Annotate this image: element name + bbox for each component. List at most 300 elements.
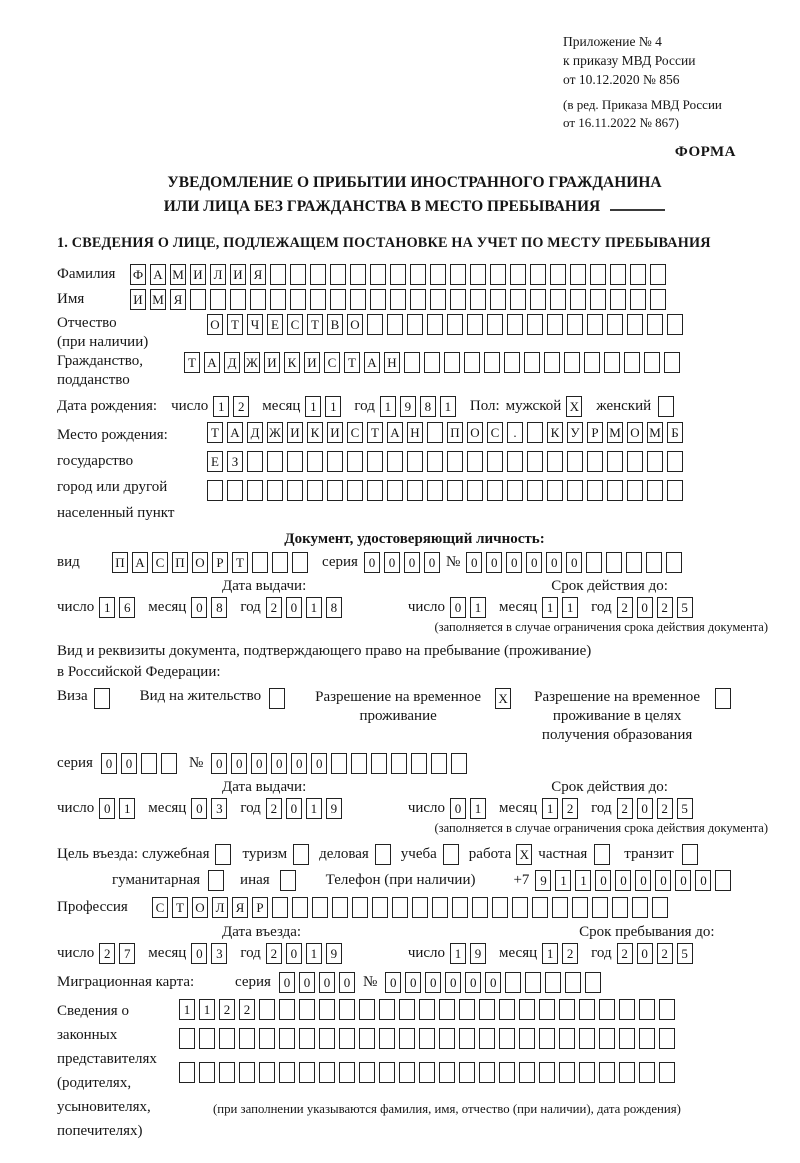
form-cell[interactable]: 1 xyxy=(305,396,321,417)
form-cell[interactable]: И xyxy=(304,352,320,373)
form-cell[interactable] xyxy=(367,480,383,501)
form-cell[interactable] xyxy=(599,999,615,1020)
form-cell[interactable] xyxy=(299,999,315,1020)
form-cell[interactable]: С xyxy=(324,352,340,373)
form-cell[interactable]: 0 xyxy=(566,552,582,573)
form-cell[interactable] xyxy=(399,1028,415,1049)
form-cell[interactable]: Я xyxy=(232,897,248,918)
form-cell[interactable] xyxy=(199,1062,215,1083)
form-cell[interactable]: 0 xyxy=(424,552,440,573)
form-cell[interactable]: 1 xyxy=(306,798,322,819)
form-cell[interactable] xyxy=(387,314,403,335)
form-cell[interactable] xyxy=(452,897,468,918)
form-cell[interactable] xyxy=(319,1062,335,1083)
form-cell[interactable]: 0 xyxy=(311,753,327,774)
form-cell[interactable]: 0 xyxy=(101,753,117,774)
form-cell[interactable] xyxy=(459,1028,475,1049)
form-cell[interactable]: С xyxy=(152,897,168,918)
form-cell[interactable]: 2 xyxy=(617,597,633,618)
form-cell[interactable] xyxy=(499,999,515,1020)
form-cell[interactable] xyxy=(627,451,643,472)
form-cell[interactable] xyxy=(539,999,555,1020)
form-cell[interactable] xyxy=(610,289,626,310)
form-cell[interactable]: 1 xyxy=(99,597,115,618)
form-cell[interactable]: 0 xyxy=(405,972,421,993)
form-cell[interactable] xyxy=(612,897,628,918)
form-cell[interactable] xyxy=(407,314,423,335)
form-cell[interactable]: 8 xyxy=(326,597,342,618)
form-cell[interactable] xyxy=(626,552,642,573)
form-cell[interactable] xyxy=(431,753,447,774)
form-cell[interactable]: 0 xyxy=(526,552,542,573)
form-cell[interactable] xyxy=(359,999,375,1020)
form-cell[interactable] xyxy=(587,480,603,501)
form-cell[interactable] xyxy=(579,999,595,1020)
form-cell[interactable]: О xyxy=(207,314,223,335)
form-cell[interactable]: 0 xyxy=(121,753,137,774)
form-cell[interactable]: X xyxy=(495,688,511,709)
form-cell[interactable]: 5 xyxy=(677,798,693,819)
form-cell[interactable] xyxy=(487,451,503,472)
form-cell[interactable] xyxy=(327,451,343,472)
form-cell[interactable] xyxy=(584,352,600,373)
form-cell[interactable] xyxy=(179,1062,195,1083)
form-cell[interactable]: Т xyxy=(367,422,383,443)
form-cell[interactable]: А xyxy=(387,422,403,443)
form-cell[interactable]: 0 xyxy=(637,597,653,618)
form-cell[interactable] xyxy=(407,451,423,472)
form-cell[interactable] xyxy=(487,480,503,501)
form-cell[interactable]: И xyxy=(327,422,343,443)
form-cell[interactable] xyxy=(410,264,426,285)
form-cell[interactable] xyxy=(624,352,640,373)
form-cell[interactable]: 1 xyxy=(440,396,456,417)
form-cell[interactable] xyxy=(290,289,306,310)
form-cell[interactable]: 0 xyxy=(635,870,651,891)
form-cell[interactable]: 1 xyxy=(213,396,229,417)
form-cell[interactable] xyxy=(367,314,383,335)
form-cell[interactable] xyxy=(570,289,586,310)
form-cell[interactable] xyxy=(280,870,296,891)
form-cell[interactable] xyxy=(510,264,526,285)
form-cell[interactable]: Л xyxy=(210,264,226,285)
form-cell[interactable]: М xyxy=(150,289,166,310)
form-cell[interactable]: 1 xyxy=(470,798,486,819)
form-cell[interactable] xyxy=(499,1062,515,1083)
form-cell[interactable]: О xyxy=(192,897,208,918)
form-cell[interactable]: М xyxy=(647,422,663,443)
form-cell[interactable]: 0 xyxy=(231,753,247,774)
form-cell[interactable] xyxy=(604,352,620,373)
form-cell[interactable] xyxy=(459,1062,475,1083)
form-cell[interactable]: 0 xyxy=(486,552,502,573)
form-cell[interactable] xyxy=(239,1028,255,1049)
form-cell[interactable] xyxy=(447,314,463,335)
form-cell[interactable] xyxy=(447,451,463,472)
form-cell[interactable] xyxy=(350,289,366,310)
form-cell[interactable] xyxy=(215,844,231,865)
form-cell[interactable] xyxy=(619,1062,635,1083)
form-cell[interactable] xyxy=(444,352,460,373)
form-cell[interactable]: Р xyxy=(587,422,603,443)
form-cell[interactable]: О xyxy=(627,422,643,443)
form-cell[interactable]: 0 xyxy=(465,972,481,993)
form-cell[interactable] xyxy=(141,753,157,774)
form-cell[interactable]: 0 xyxy=(299,972,315,993)
form-cell[interactable] xyxy=(627,480,643,501)
form-cell[interactable]: П xyxy=(112,552,128,573)
form-cell[interactable] xyxy=(646,552,662,573)
form-cell[interactable]: 1 xyxy=(470,597,486,618)
form-cell[interactable] xyxy=(579,1062,595,1083)
form-cell[interactable]: П xyxy=(172,552,188,573)
form-cell[interactable]: 0 xyxy=(506,552,522,573)
form-cell[interactable] xyxy=(607,314,623,335)
form-cell[interactable] xyxy=(590,264,606,285)
form-cell[interactable] xyxy=(659,1028,675,1049)
form-cell[interactable] xyxy=(310,264,326,285)
form-cell[interactable] xyxy=(424,352,440,373)
form-cell[interactable]: 0 xyxy=(637,943,653,964)
form-cell[interactable]: 0 xyxy=(364,552,380,573)
form-cell[interactable] xyxy=(327,480,343,501)
form-cell[interactable] xyxy=(632,897,648,918)
form-cell[interactable] xyxy=(410,289,426,310)
form-cell[interactable]: Ж xyxy=(267,422,283,443)
form-cell[interactable]: 1 xyxy=(575,870,591,891)
form-cell[interactable] xyxy=(570,264,586,285)
form-cell[interactable] xyxy=(559,1062,575,1083)
form-cell[interactable]: 2 xyxy=(219,999,235,1020)
form-cell[interactable] xyxy=(715,870,731,891)
form-cell[interactable] xyxy=(387,480,403,501)
form-cell[interactable] xyxy=(332,897,348,918)
form-cell[interactable] xyxy=(599,1062,615,1083)
form-cell[interactable]: Ф xyxy=(130,264,146,285)
form-cell[interactable] xyxy=(547,451,563,472)
form-cell[interactable]: А xyxy=(364,352,380,373)
form-cell[interactable]: 0 xyxy=(595,870,611,891)
form-cell[interactable]: 2 xyxy=(266,597,282,618)
form-cell[interactable] xyxy=(293,844,309,865)
form-cell[interactable] xyxy=(530,264,546,285)
form-cell[interactable]: X xyxy=(566,396,582,417)
form-cell[interactable] xyxy=(339,1062,355,1083)
form-cell[interactable]: В xyxy=(327,314,343,335)
form-cell[interactable]: 1 xyxy=(306,943,322,964)
form-cell[interactable] xyxy=(490,264,506,285)
form-cell[interactable] xyxy=(450,264,466,285)
form-cell[interactable] xyxy=(94,688,110,709)
form-cell[interactable] xyxy=(210,289,226,310)
form-cell[interactable] xyxy=(567,314,583,335)
form-cell[interactable] xyxy=(652,897,668,918)
form-cell[interactable] xyxy=(319,999,335,1020)
form-cell[interactable] xyxy=(352,897,368,918)
form-cell[interactable]: 6 xyxy=(119,597,135,618)
form-cell[interactable]: 0 xyxy=(251,753,267,774)
form-cell[interactable] xyxy=(259,1062,275,1083)
form-cell[interactable] xyxy=(639,1062,655,1083)
form-cell[interactable]: 5 xyxy=(677,943,693,964)
form-cell[interactable]: З xyxy=(227,451,243,472)
form-cell[interactable] xyxy=(427,451,443,472)
form-cell[interactable]: 0 xyxy=(485,972,501,993)
form-cell[interactable] xyxy=(367,451,383,472)
form-cell[interactable]: 2 xyxy=(617,798,633,819)
form-cell[interactable] xyxy=(527,480,543,501)
form-cell[interactable]: 2 xyxy=(239,999,255,1020)
form-cell[interactable] xyxy=(412,897,428,918)
form-cell[interactable] xyxy=(499,1028,515,1049)
form-cell[interactable] xyxy=(279,1062,295,1083)
form-cell[interactable] xyxy=(650,289,666,310)
form-cell[interactable] xyxy=(647,480,663,501)
form-cell[interactable] xyxy=(287,451,303,472)
form-cell[interactable] xyxy=(299,1028,315,1049)
form-cell[interactable] xyxy=(666,552,682,573)
form-cell[interactable] xyxy=(659,1062,675,1083)
form-cell[interactable]: Л xyxy=(212,897,228,918)
form-cell[interactable] xyxy=(392,897,408,918)
form-cell[interactable]: 0 xyxy=(675,870,691,891)
form-cell[interactable] xyxy=(565,972,581,993)
form-cell[interactable] xyxy=(667,451,683,472)
form-cell[interactable] xyxy=(390,289,406,310)
form-cell[interactable] xyxy=(619,1028,635,1049)
form-cell[interactable] xyxy=(492,897,508,918)
form-cell[interactable] xyxy=(430,264,446,285)
form-cell[interactable] xyxy=(339,1028,355,1049)
form-cell[interactable]: Н xyxy=(384,352,400,373)
form-cell[interactable] xyxy=(351,753,367,774)
form-cell[interactable] xyxy=(487,314,503,335)
form-cell[interactable] xyxy=(539,1028,555,1049)
form-cell[interactable]: 0 xyxy=(450,597,466,618)
form-cell[interactable] xyxy=(292,552,308,573)
form-cell[interactable] xyxy=(682,844,698,865)
form-cell[interactable]: 2 xyxy=(99,943,115,964)
form-cell[interactable]: С xyxy=(487,422,503,443)
form-cell[interactable]: Я xyxy=(170,289,186,310)
form-cell[interactable]: 2 xyxy=(266,798,282,819)
form-cell[interactable]: 7 xyxy=(119,943,135,964)
form-cell[interactable] xyxy=(586,552,602,573)
form-cell[interactable] xyxy=(259,999,275,1020)
form-cell[interactable]: Ч xyxy=(247,314,263,335)
form-cell[interactable] xyxy=(532,897,548,918)
form-cell[interactable] xyxy=(439,1028,455,1049)
form-cell[interactable] xyxy=(427,314,443,335)
form-cell[interactable] xyxy=(267,480,283,501)
form-cell[interactable] xyxy=(567,451,583,472)
form-cell[interactable] xyxy=(290,264,306,285)
form-cell[interactable] xyxy=(590,289,606,310)
form-cell[interactable] xyxy=(439,1062,455,1083)
form-cell[interactable] xyxy=(524,352,540,373)
form-cell[interactable]: 0 xyxy=(615,870,631,891)
form-cell[interactable] xyxy=(479,1062,495,1083)
form-cell[interactable]: 0 xyxy=(319,972,335,993)
form-cell[interactable] xyxy=(659,999,675,1020)
form-cell[interactable] xyxy=(647,314,663,335)
form-cell[interactable]: 2 xyxy=(233,396,249,417)
form-cell[interactable] xyxy=(510,289,526,310)
form-cell[interactable]: 9 xyxy=(326,798,342,819)
form-cell[interactable] xyxy=(667,480,683,501)
form-cell[interactable] xyxy=(630,264,646,285)
form-cell[interactable] xyxy=(585,972,601,993)
form-cell[interactable]: А xyxy=(204,352,220,373)
form-cell[interactable] xyxy=(467,451,483,472)
form-cell[interactable] xyxy=(470,264,486,285)
form-cell[interactable] xyxy=(507,451,523,472)
form-cell[interactable]: 9 xyxy=(326,943,342,964)
form-cell[interactable]: 1 xyxy=(119,798,135,819)
form-cell[interactable]: И xyxy=(264,352,280,373)
form-cell[interactable] xyxy=(247,480,263,501)
form-cell[interactable]: О xyxy=(192,552,208,573)
form-cell[interactable] xyxy=(270,264,286,285)
form-cell[interactable] xyxy=(539,1062,555,1083)
form-cell[interactable]: 9 xyxy=(535,870,551,891)
form-cell[interactable]: 0 xyxy=(286,798,302,819)
form-cell[interactable] xyxy=(439,999,455,1020)
form-cell[interactable] xyxy=(219,1028,235,1049)
form-cell[interactable]: Р xyxy=(212,552,228,573)
form-cell[interactable] xyxy=(592,897,608,918)
form-cell[interactable] xyxy=(411,753,427,774)
form-cell[interactable]: Ж xyxy=(244,352,260,373)
form-cell[interactable] xyxy=(347,480,363,501)
form-cell[interactable] xyxy=(550,264,566,285)
form-cell[interactable] xyxy=(208,870,224,891)
form-cell[interactable] xyxy=(427,422,443,443)
form-cell[interactable] xyxy=(664,352,680,373)
form-cell[interactable] xyxy=(375,844,391,865)
form-cell[interactable]: Е xyxy=(207,451,223,472)
form-cell[interactable] xyxy=(331,753,347,774)
form-cell[interactable]: 0 xyxy=(655,870,671,891)
form-cell[interactable]: 2 xyxy=(657,798,673,819)
form-cell[interactable] xyxy=(667,314,683,335)
form-cell[interactable]: А xyxy=(150,264,166,285)
form-cell[interactable] xyxy=(432,897,448,918)
form-cell[interactable] xyxy=(507,480,523,501)
form-cell[interactable]: 9 xyxy=(470,943,486,964)
form-cell[interactable]: Т xyxy=(227,314,243,335)
form-cell[interactable] xyxy=(547,314,563,335)
form-cell[interactable]: 0 xyxy=(339,972,355,993)
form-cell[interactable]: 5 xyxy=(677,597,693,618)
form-cell[interactable]: 0 xyxy=(404,552,420,573)
form-cell[interactable] xyxy=(470,289,486,310)
form-cell[interactable]: Е xyxy=(267,314,283,335)
form-cell[interactable]: К xyxy=(307,422,323,443)
form-cell[interactable] xyxy=(330,264,346,285)
form-cell[interactable] xyxy=(552,897,568,918)
form-cell[interactable]: 0 xyxy=(546,552,562,573)
form-cell[interactable] xyxy=(199,1028,215,1049)
form-cell[interactable]: 0 xyxy=(191,798,207,819)
form-cell[interactable]: 0 xyxy=(286,597,302,618)
form-cell[interactable] xyxy=(484,352,500,373)
form-cell[interactable] xyxy=(594,844,610,865)
form-cell[interactable] xyxy=(550,289,566,310)
form-cell[interactable] xyxy=(370,264,386,285)
form-cell[interactable] xyxy=(658,396,674,417)
form-cell[interactable] xyxy=(292,897,308,918)
form-cell[interactable] xyxy=(519,999,535,1020)
form-cell[interactable] xyxy=(359,1028,375,1049)
form-cell[interactable] xyxy=(507,314,523,335)
form-cell[interactable] xyxy=(267,451,283,472)
form-cell[interactable] xyxy=(227,480,243,501)
form-cell[interactable] xyxy=(379,999,395,1020)
form-cell[interactable] xyxy=(387,451,403,472)
form-cell[interactable] xyxy=(371,753,387,774)
form-cell[interactable] xyxy=(190,289,206,310)
form-cell[interactable] xyxy=(606,552,622,573)
form-cell[interactable]: 1 xyxy=(542,798,558,819)
form-cell[interactable] xyxy=(647,451,663,472)
form-cell[interactable] xyxy=(519,1028,535,1049)
form-cell[interactable]: 0 xyxy=(445,972,461,993)
form-cell[interactable]: Д xyxy=(224,352,240,373)
form-cell[interactable] xyxy=(390,264,406,285)
form-cell[interactable]: 1 xyxy=(325,396,341,417)
form-cell[interactable]: С xyxy=(347,422,363,443)
form-cell[interactable]: 1 xyxy=(542,597,558,618)
form-cell[interactable] xyxy=(443,844,459,865)
form-cell[interactable]: 2 xyxy=(562,943,578,964)
form-cell[interactable] xyxy=(407,480,423,501)
form-cell[interactable] xyxy=(419,999,435,1020)
form-cell[interactable] xyxy=(559,1028,575,1049)
form-cell[interactable]: О xyxy=(347,314,363,335)
form-cell[interactable]: 1 xyxy=(179,999,195,1020)
form-cell[interactable]: 0 xyxy=(384,552,400,573)
form-cell[interactable] xyxy=(379,1062,395,1083)
form-cell[interactable] xyxy=(419,1062,435,1083)
form-cell[interactable] xyxy=(479,1028,495,1049)
form-cell[interactable]: Н xyxy=(407,422,423,443)
form-cell[interactable] xyxy=(579,1028,595,1049)
form-cell[interactable]: Т xyxy=(232,552,248,573)
form-cell[interactable]: 0 xyxy=(271,753,287,774)
form-cell[interactable]: Р xyxy=(252,897,268,918)
form-cell[interactable]: 9 xyxy=(400,396,416,417)
form-cell[interactable] xyxy=(299,1062,315,1083)
form-cell[interactable] xyxy=(479,999,495,1020)
form-cell[interactable]: 1 xyxy=(555,870,571,891)
form-cell[interactable] xyxy=(239,1062,255,1083)
form-cell[interactable] xyxy=(339,999,355,1020)
form-cell[interactable]: 8 xyxy=(211,597,227,618)
form-cell[interactable] xyxy=(272,552,288,573)
form-cell[interactable] xyxy=(525,972,541,993)
form-cell[interactable]: 2 xyxy=(562,798,578,819)
form-cell[interactable]: 3 xyxy=(211,943,227,964)
form-cell[interactable]: 2 xyxy=(266,943,282,964)
form-cell[interactable] xyxy=(505,972,521,993)
form-cell[interactable] xyxy=(310,289,326,310)
form-cell[interactable] xyxy=(307,480,323,501)
form-cell[interactable] xyxy=(464,352,480,373)
form-cell[interactable] xyxy=(544,352,560,373)
form-cell[interactable] xyxy=(650,264,666,285)
form-cell[interactable]: Т xyxy=(307,314,323,335)
